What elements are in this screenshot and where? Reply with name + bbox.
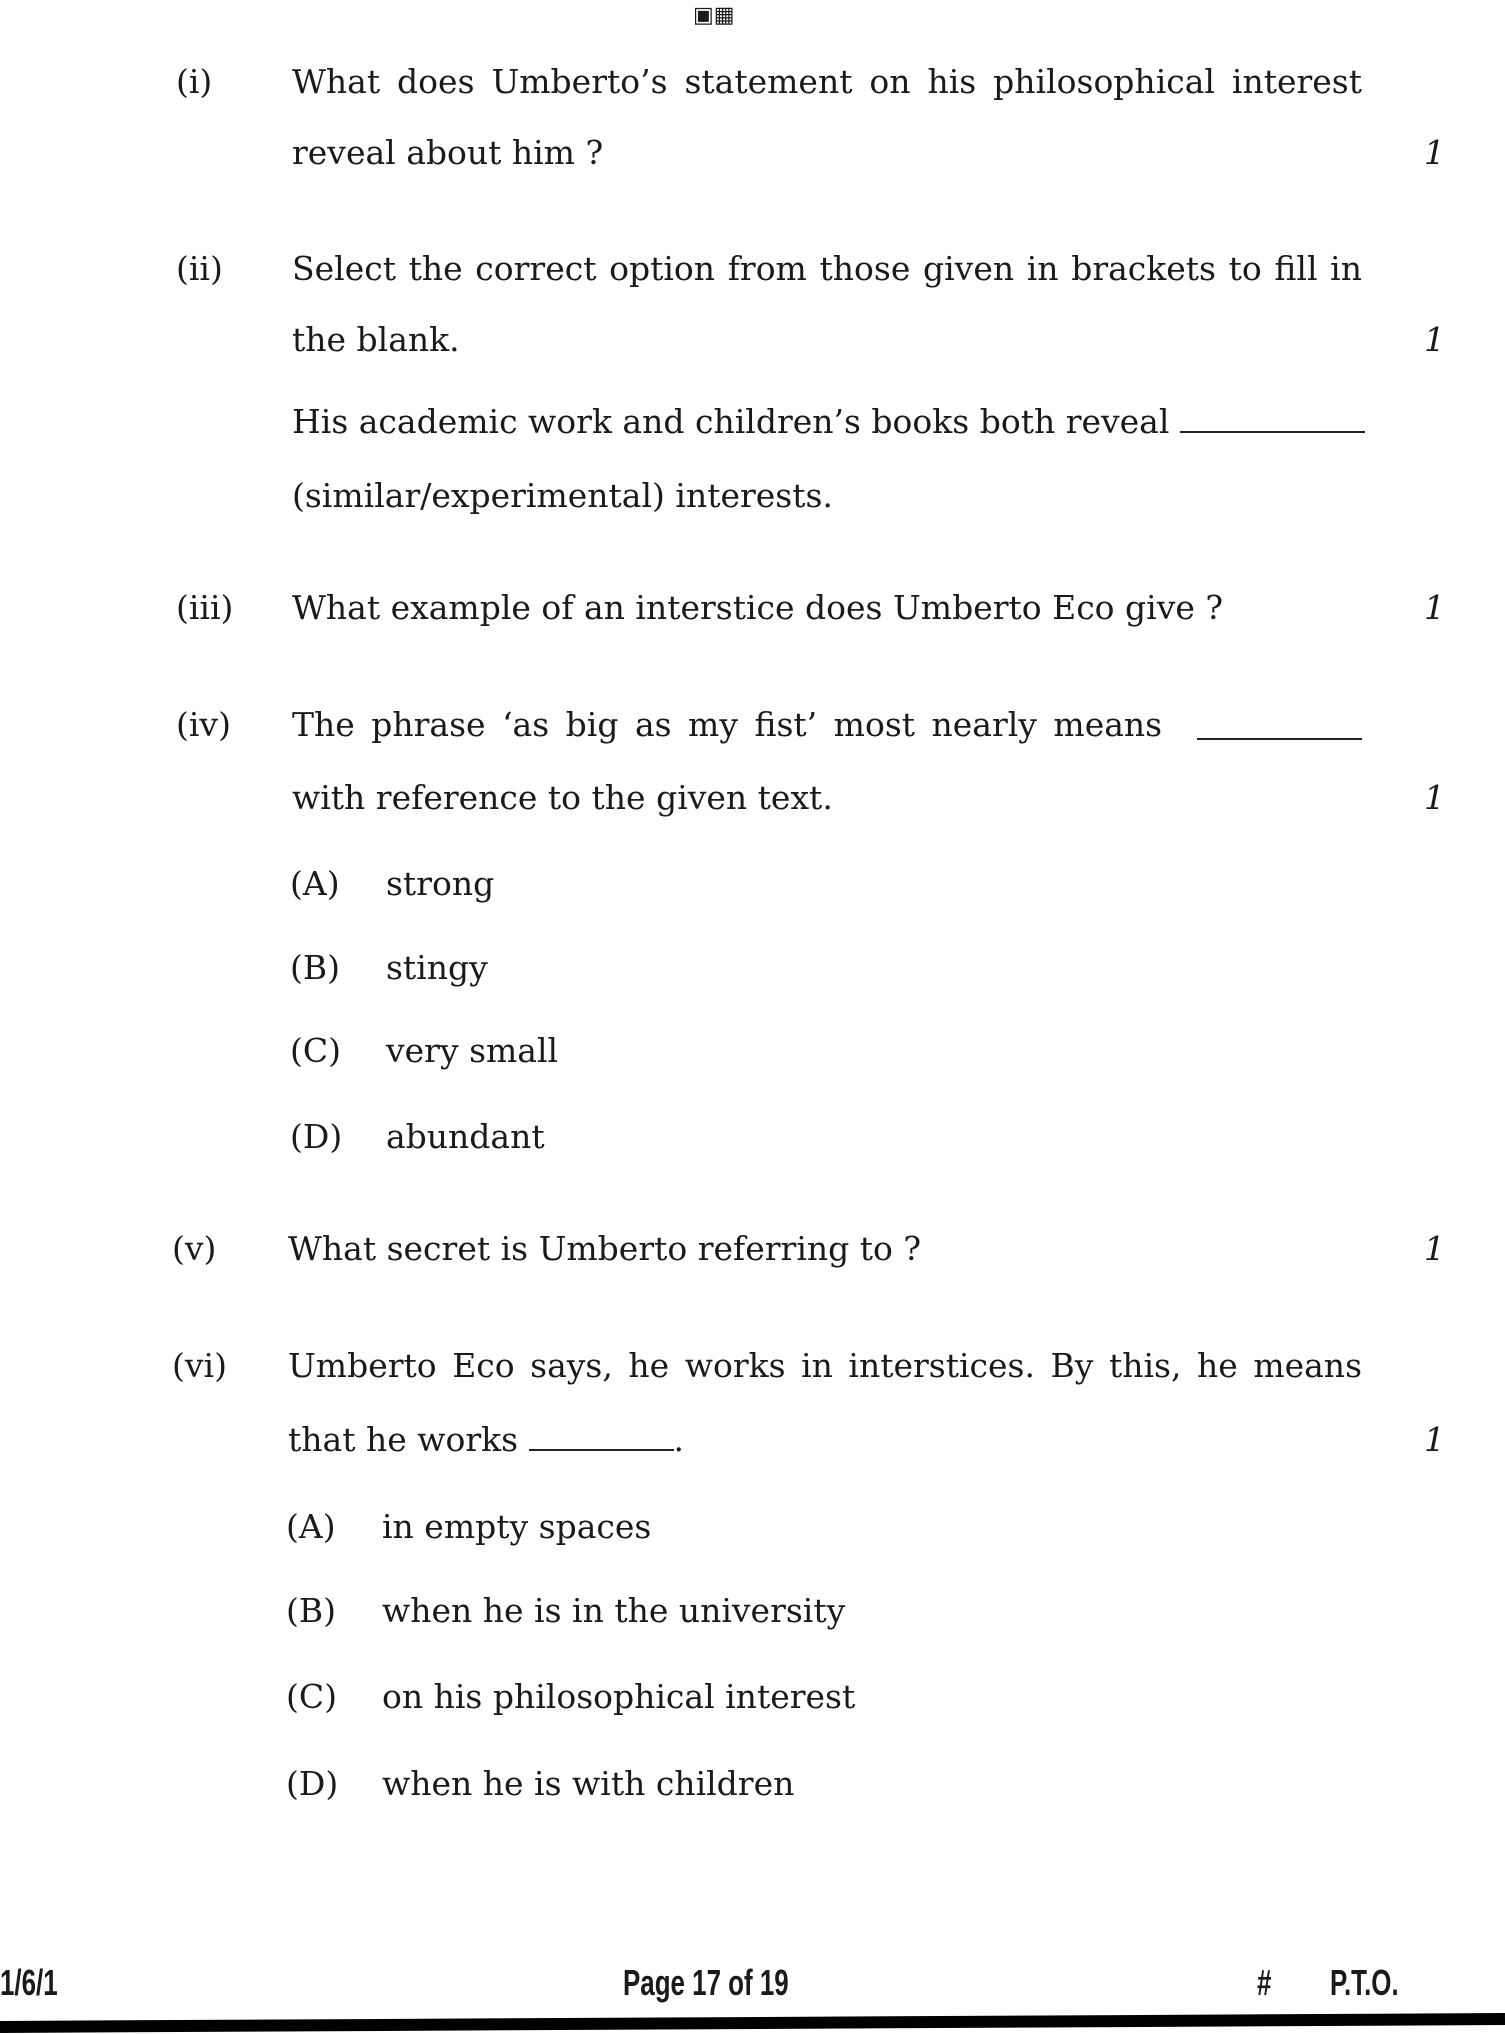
option-text: in empty spaces: [382, 1507, 652, 1546]
option-label: (D): [286, 1764, 339, 1803]
option-text: very small: [386, 1031, 559, 1070]
question-text: Umberto Eco says, he works in interstices. By this, he means: [288, 1346, 1362, 1385]
question-number: (ii): [176, 249, 223, 288]
marks: 1: [1424, 320, 1445, 359]
hash-mark: #: [1257, 1962, 1272, 2003]
question-text: What secret is Umberto referring to ?: [288, 1229, 922, 1268]
question-text: reveal about him ?: [292, 133, 604, 172]
option-text: when he is with children: [382, 1764, 795, 1803]
question-number: (vi): [172, 1346, 227, 1385]
question-line: The phrase ‘as big as my fist’ most nearly means: [292, 705, 1163, 744]
blank-line: [1180, 430, 1365, 433]
blank-line: [529, 1448, 674, 1451]
option-text: on his philosophical interest: [382, 1677, 856, 1716]
marks: 1: [1424, 1420, 1445, 1459]
option-text: stingy: [386, 948, 488, 987]
question-number: (v): [172, 1229, 217, 1268]
question-text: the blank.: [292, 320, 460, 359]
fill-sentence: His academic work and children’s books both reveal: [292, 402, 1170, 441]
blank-line: [1197, 737, 1362, 740]
marks: 1: [1424, 133, 1445, 172]
question-text: (similar/experimental) interests.: [292, 476, 833, 515]
option-text: abundant: [386, 1117, 545, 1156]
option-label: (B): [290, 948, 340, 987]
page-number: Page 17 of 19: [623, 1962, 789, 2003]
option-label: (B): [286, 1591, 336, 1630]
paper-code: 1/6/1: [0, 1962, 58, 2003]
option-label: (A): [290, 864, 340, 903]
option-text: when he is in the university: [382, 1591, 846, 1630]
question-number: (iv): [176, 705, 231, 744]
question-line: that he works: [288, 1420, 519, 1459]
qr-code-mark: ▣▦: [693, 2, 735, 28]
option-label: (D): [290, 1117, 343, 1156]
question-number: (iii): [176, 588, 234, 627]
question-number: (i): [176, 62, 213, 101]
option-text: strong: [386, 864, 495, 903]
option-label: (A): [286, 1507, 336, 1546]
marks: 1: [1424, 1229, 1445, 1268]
option-label: (C): [290, 1031, 341, 1070]
footer-rule: [0, 2013, 1505, 2033]
marks: 1: [1424, 588, 1445, 627]
option-label: (C): [286, 1677, 337, 1716]
marks: 1: [1424, 778, 1445, 817]
question-text: with reference to the given text.: [292, 778, 833, 817]
question-text: What does Umberto’s statement on his philosophical interest: [292, 62, 1362, 101]
question-text: [292, 402, 1365, 442]
question-text: [292, 705, 1362, 745]
question-text: What example of an interstice does Umberto Eco give ?: [292, 588, 1224, 627]
question-text: Select the correct option from those given in brackets to fill in: [292, 249, 1362, 288]
question-text: that he works .: [288, 1420, 685, 1459]
pto-label: P.T.O.: [1330, 1962, 1399, 2003]
